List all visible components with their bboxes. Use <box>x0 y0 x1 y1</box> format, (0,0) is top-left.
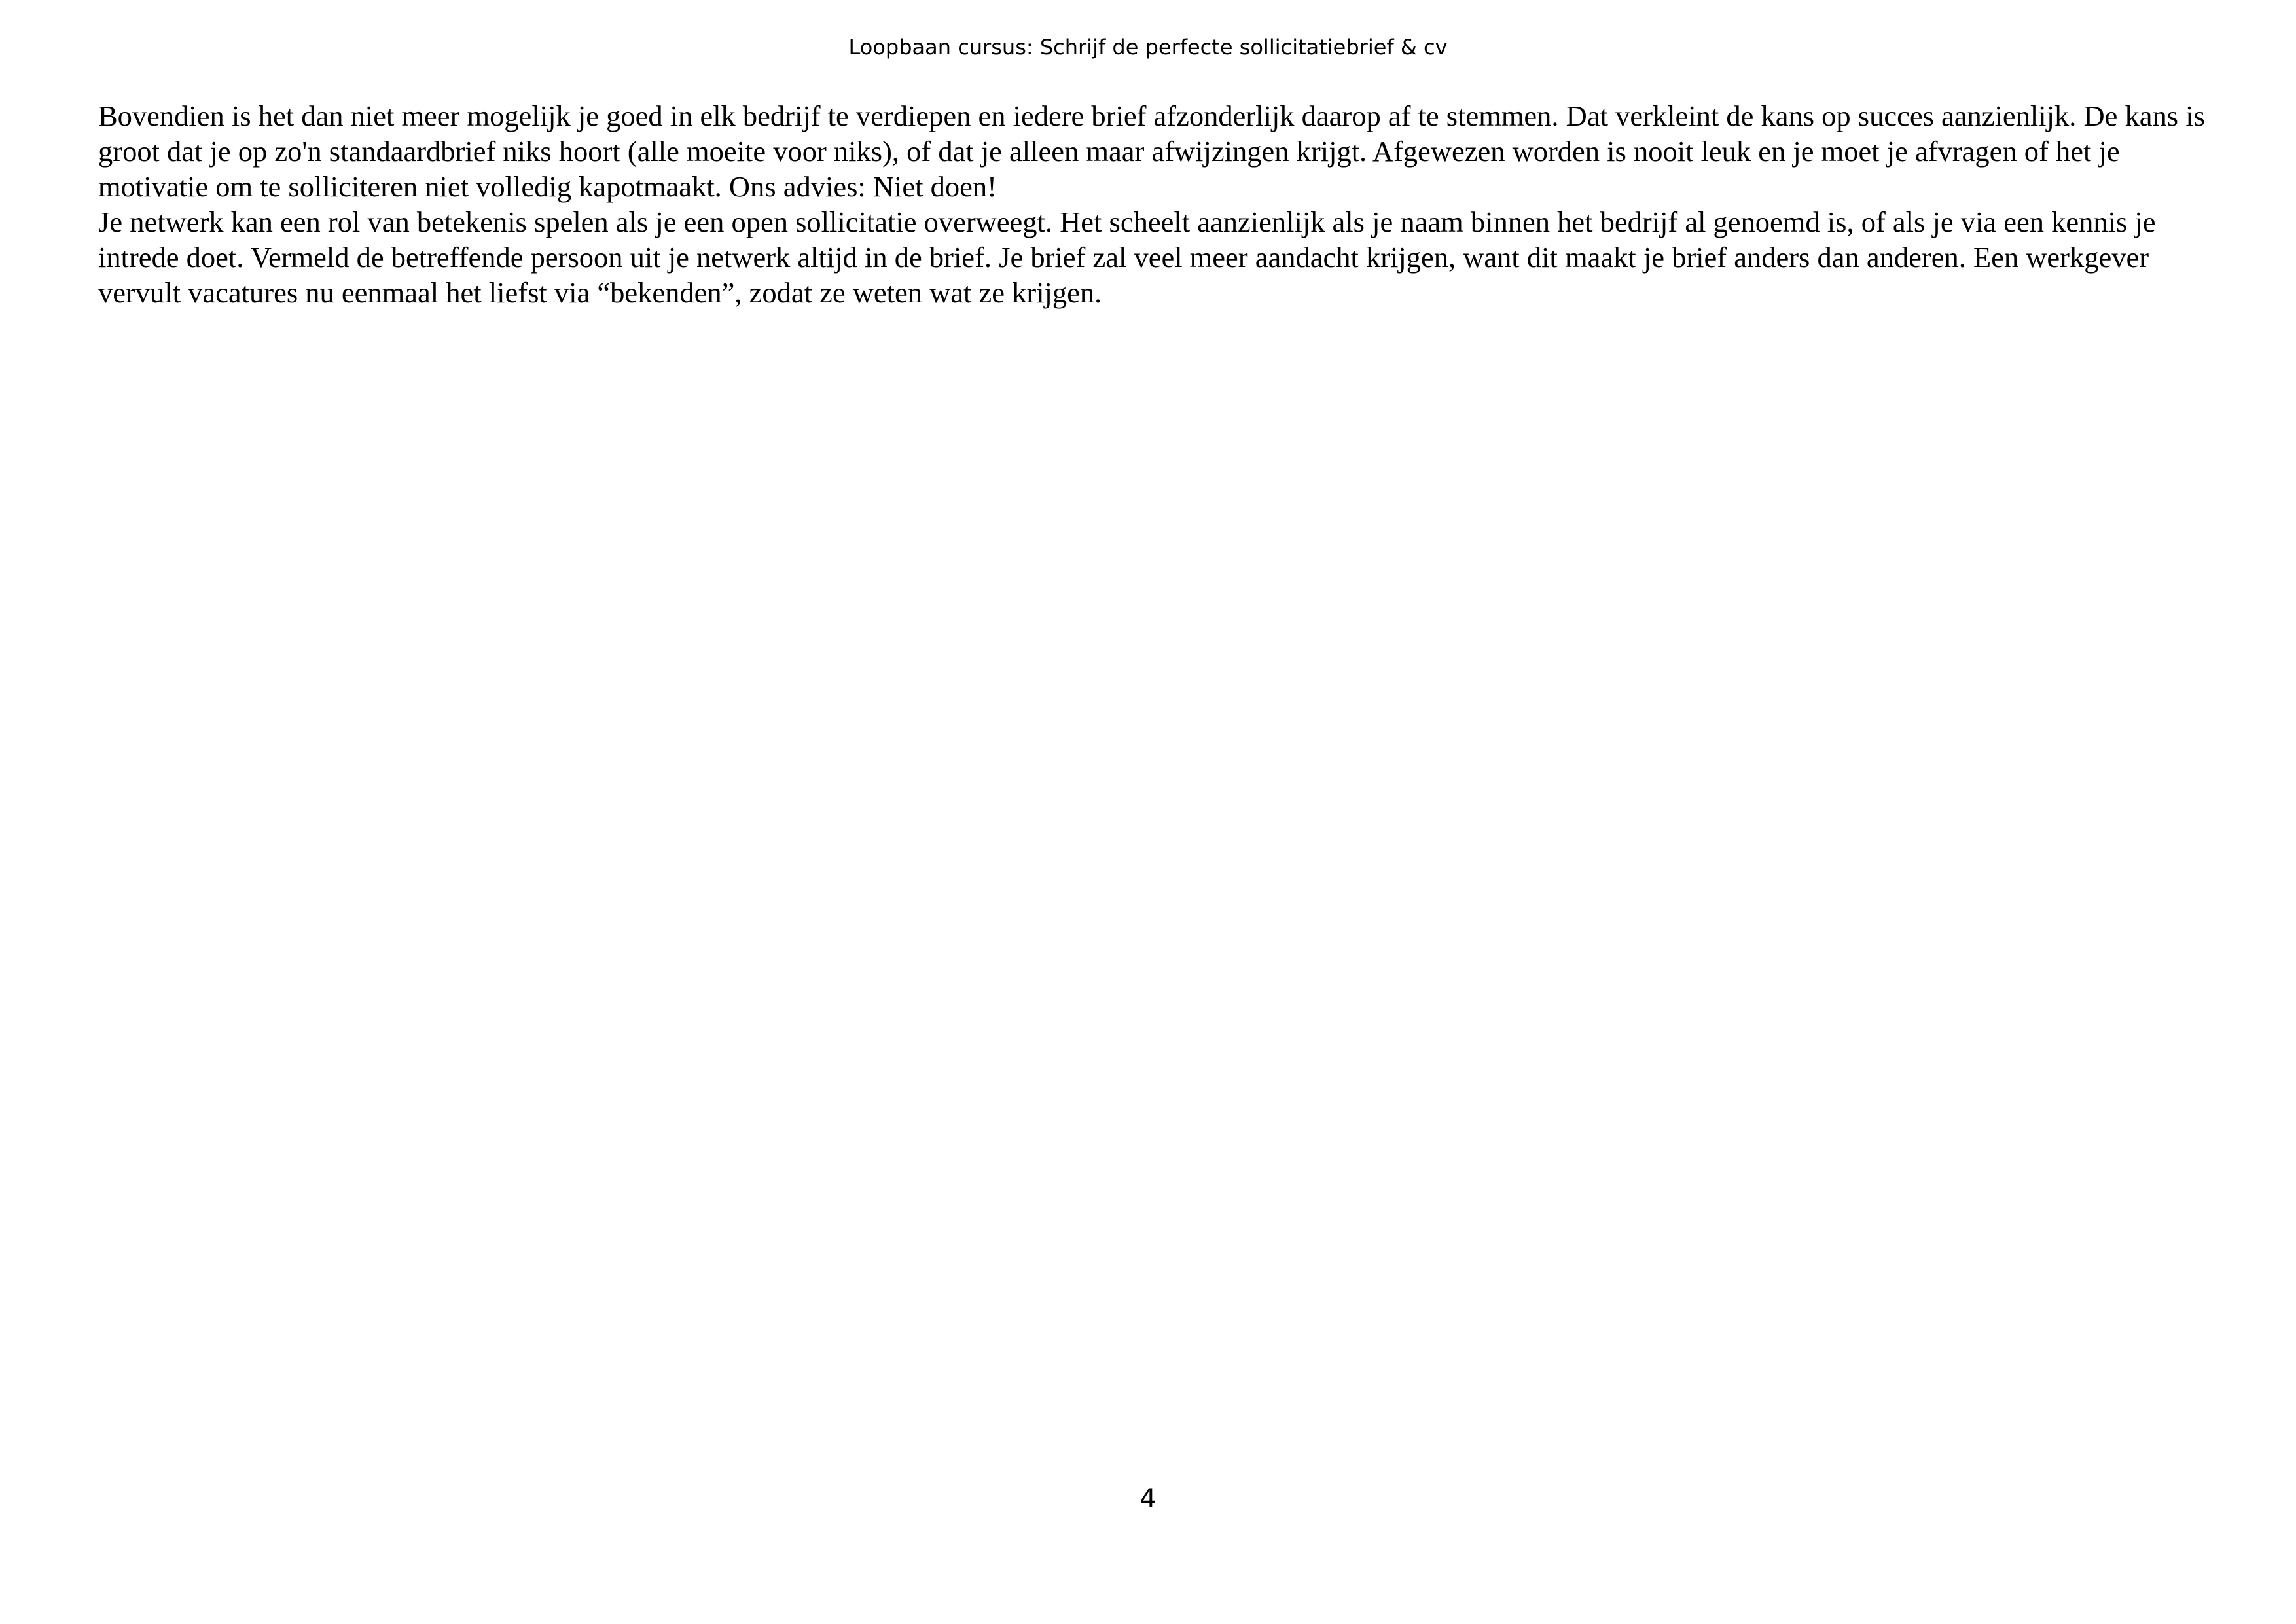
page-header: Loopbaan cursus: Schrijf de perfecte sollicitatiebrief & cv <box>848 35 1448 60</box>
body-text <box>98 98 2206 310</box>
paragraph: Bovendien is het dan niet meer mogelijk je goed in elk bedrijf te verdiepen en iedere brief afzonderlijk daarop af te stemmen. Dat verkleint de kans op succes aanzienlijk. De kans is groot dat je op zo'n standaardbrief niks hoort (alle moeite voor niks), of dat je alleen maar afwijzingen krijgt. Afgewezen worden is nooit leuk en je moet je afvragen of het je motivatie om te solliciteren niet volledig kapotmaakt. Ons advies: Niet doen! <box>98 99 2205 203</box>
paragraph: Je netwerk kan een rol van betekenis spelen als je een open sollicitatie overweegt. Het scheelt aanzienlijk als je naam binnen het bedrijf al genoemd is, of als je via een kennis je intrede doet. Vermeld de betreffende persoon uit je netwerk altijd in de brief. Je brief zal veel meer aandacht krijgen, want dit maakt je brief anders dan anderen. Een werkgever vervult vacatures nu eenmaal het liefst via “bekenden”, zodat ze weten wat ze krijgen. <box>98 206 2156 309</box>
page-number: 4 <box>1139 1484 1157 1514</box>
